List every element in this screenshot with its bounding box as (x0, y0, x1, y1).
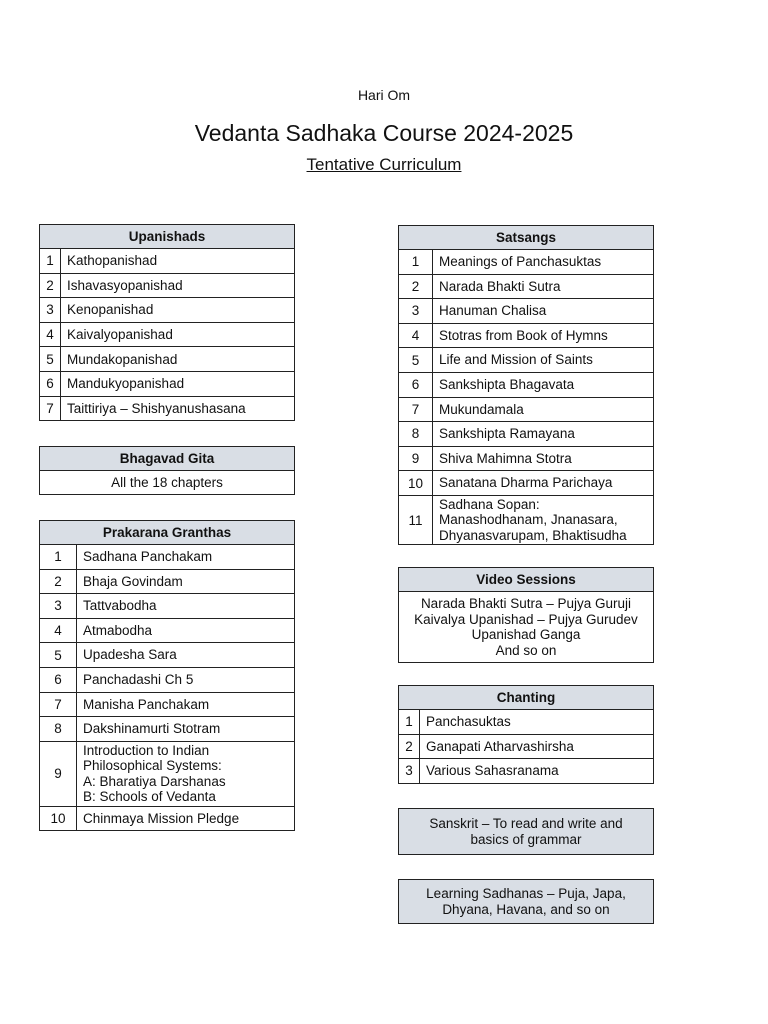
video-line: Kaivalya Upanishad – Pujya Gurudev (414, 611, 638, 627)
item-line: Sankshipta Bhagavata (439, 377, 575, 393)
item-label (77, 594, 295, 619)
item-line: Mukundamala (439, 401, 524, 417)
item-number: 5 (40, 347, 61, 372)
item-number: 1 (399, 250, 433, 275)
table-row (40, 618, 295, 643)
item-label (77, 692, 295, 717)
table-row (399, 299, 654, 324)
sanskrit-box (398, 808, 654, 855)
table-row (399, 250, 654, 275)
item-label (433, 299, 654, 324)
table-row (399, 323, 654, 348)
table-row (40, 347, 295, 372)
video-table (398, 567, 654, 663)
sanskrit-line: Sanskrit – To read and write and (429, 815, 623, 831)
table-row (40, 371, 295, 396)
item-number: 2 (40, 569, 77, 594)
item-label (433, 274, 654, 299)
item-label: Mundakopanishad (61, 347, 295, 372)
table-row (40, 806, 295, 831)
chanting-heading: Chanting (399, 686, 654, 710)
item-number: 7 (40, 396, 61, 421)
table-row (399, 422, 654, 447)
item-label (433, 446, 654, 471)
greeting: Hari Om (357, 87, 411, 103)
item-number: 9 (399, 446, 433, 471)
table-row (40, 692, 295, 717)
item-line: Meanings of Panchasuktas (439, 254, 602, 270)
item-line: Hanuman Chalisa (439, 303, 547, 319)
item-label (433, 495, 654, 545)
item-number: 2 (40, 273, 61, 298)
table-row (40, 717, 295, 742)
item-number: 1 (399, 710, 420, 735)
item-label: Various Sahasranama (420, 759, 654, 784)
table-row (399, 759, 654, 784)
item-line: Manashodhanam, Jnanasara, (439, 512, 618, 528)
item-line: Sankshipta Ramayana (439, 426, 575, 442)
item-number: 9 (40, 741, 77, 806)
item-label: Ganapati Atharvashirsha (420, 734, 654, 759)
prakarana-table (39, 520, 295, 831)
table-row (40, 298, 295, 323)
item-number: 11 (399, 495, 433, 545)
item-label (433, 348, 654, 373)
item-label: Ishavasyopanishad (61, 273, 295, 298)
item-label (433, 250, 654, 275)
video-heading: Video Sessions (399, 568, 654, 592)
item-number: 8 (40, 717, 77, 742)
table-row (399, 348, 654, 373)
item-number: 7 (399, 397, 433, 422)
item-number: 3 (399, 759, 420, 784)
item-number: 3 (399, 299, 433, 324)
video-line: Narada Bhakti Sutra – Pujya Guruji (420, 596, 632, 611)
gita-text: All the 18 chapters (40, 471, 295, 495)
item-label (77, 717, 295, 742)
table-row (399, 734, 654, 759)
item-line: A: Bharatiya Darshanas (83, 773, 226, 789)
item-number: 2 (399, 274, 433, 299)
item-number: 4 (40, 322, 61, 347)
sanskrit-line: basics of grammar (470, 831, 582, 847)
item-number: 5 (40, 643, 77, 668)
item-number: 3 (40, 298, 61, 323)
item-number: 7 (40, 692, 77, 717)
item-line: Stotras from Book of Hymns (439, 327, 608, 343)
item-number: 8 (399, 422, 433, 447)
item-label (77, 741, 295, 806)
table-row (40, 667, 295, 692)
table-row (40, 594, 295, 619)
item-label: Panchasuktas (420, 710, 654, 735)
item-line: Sanatana Dharma Parichaya (439, 475, 613, 491)
item-number: 6 (40, 667, 77, 692)
item-line: Sadhana Sopan: (439, 496, 540, 512)
table-row (399, 372, 654, 397)
table-row (40, 545, 295, 570)
item-line: Philosophical Systems: (83, 758, 222, 774)
item-number: 2 (399, 734, 420, 759)
item-line: Introduction to Indian (83, 742, 210, 758)
item-label: Mandukyopanishad (61, 371, 295, 396)
item-number: 6 (40, 371, 61, 396)
item-line: Chinmaya Mission Pledge (83, 810, 240, 826)
item-label: Kathopanishad (61, 249, 295, 274)
item-label: Kaivalyopanishad (61, 322, 295, 347)
table-row (40, 322, 295, 347)
table-row (399, 471, 654, 496)
table-row (40, 249, 295, 274)
item-number: 10 (40, 806, 77, 831)
item-line: Life and Mission of Saints (439, 352, 593, 368)
learning-sadhanas-box (398, 879, 654, 924)
learning-line: Dhyana, Havana, and so on (442, 901, 610, 917)
item-line: Dhyanasvarupam, Bhaktisudha (439, 527, 627, 543)
item-number: 10 (399, 471, 433, 496)
item-label (433, 372, 654, 397)
page-title: Vedanta Sadhaka Course 2024-2025 (194, 120, 574, 146)
satsangs-heading: Satsangs (399, 226, 654, 250)
item-label: Taittiriya – Shishyanushasana (61, 396, 295, 421)
item-line: Narada Bhakti Sutra (439, 278, 561, 294)
table-row (40, 569, 295, 594)
table-row (399, 710, 654, 735)
table-row (399, 274, 654, 299)
table-row (40, 643, 295, 668)
item-label: Kenopanishad (61, 298, 295, 323)
page-subtitle: Tentative Curriculum (306, 155, 462, 174)
item-number: 1 (40, 249, 61, 274)
learning-line: Learning Sadhanas – Puja, Japa, (426, 885, 626, 901)
item-number: 3 (40, 594, 77, 619)
satsangs-table (398, 225, 654, 545)
item-line: Upadesha Sara (83, 647, 177, 663)
item-label (77, 545, 295, 570)
upanishads-heading: Upanishads (40, 225, 295, 249)
item-line: Sadhana Panchakam (83, 549, 213, 565)
item-number: 1 (40, 545, 77, 570)
item-number: 6 (399, 372, 433, 397)
item-label (77, 667, 295, 692)
item-line: Panchadashi Ch 5 (83, 672, 194, 688)
gita-table (39, 446, 295, 495)
upanishads-table (39, 224, 295, 421)
item-label (433, 397, 654, 422)
item-label (433, 422, 654, 447)
video-line: Upanishad Ganga (471, 627, 581, 642)
video-line: And so on (495, 642, 557, 658)
table-row (40, 396, 295, 421)
table-row (399, 397, 654, 422)
item-label (77, 643, 295, 668)
item-number: 5 (399, 348, 433, 373)
item-line: B: Schools of Vedanta (83, 789, 216, 805)
table-row (40, 273, 295, 298)
item-label (433, 323, 654, 348)
video-list (399, 592, 654, 663)
item-line: Manisha Panchakam (83, 696, 210, 712)
item-label (433, 471, 654, 496)
item-label (77, 806, 295, 831)
item-line: Shiva Mahimna Stotra (439, 450, 572, 466)
item-label (77, 618, 295, 643)
item-line: Dakshinamurti Stotram (83, 721, 221, 737)
item-label (77, 569, 295, 594)
chanting-table (398, 685, 654, 784)
table-row (40, 741, 295, 806)
item-number: 4 (399, 323, 433, 348)
table-row (399, 495, 654, 545)
gita-heading: Bhagavad Gita (40, 447, 295, 471)
item-number: 4 (40, 618, 77, 643)
prakarana-heading: Prakarana Granthas (40, 521, 295, 545)
item-line: Bhaja Govindam (83, 573, 183, 589)
item-line: Atmabodha (83, 622, 153, 638)
table-row (399, 446, 654, 471)
item-line: Tattvabodha (83, 598, 157, 614)
